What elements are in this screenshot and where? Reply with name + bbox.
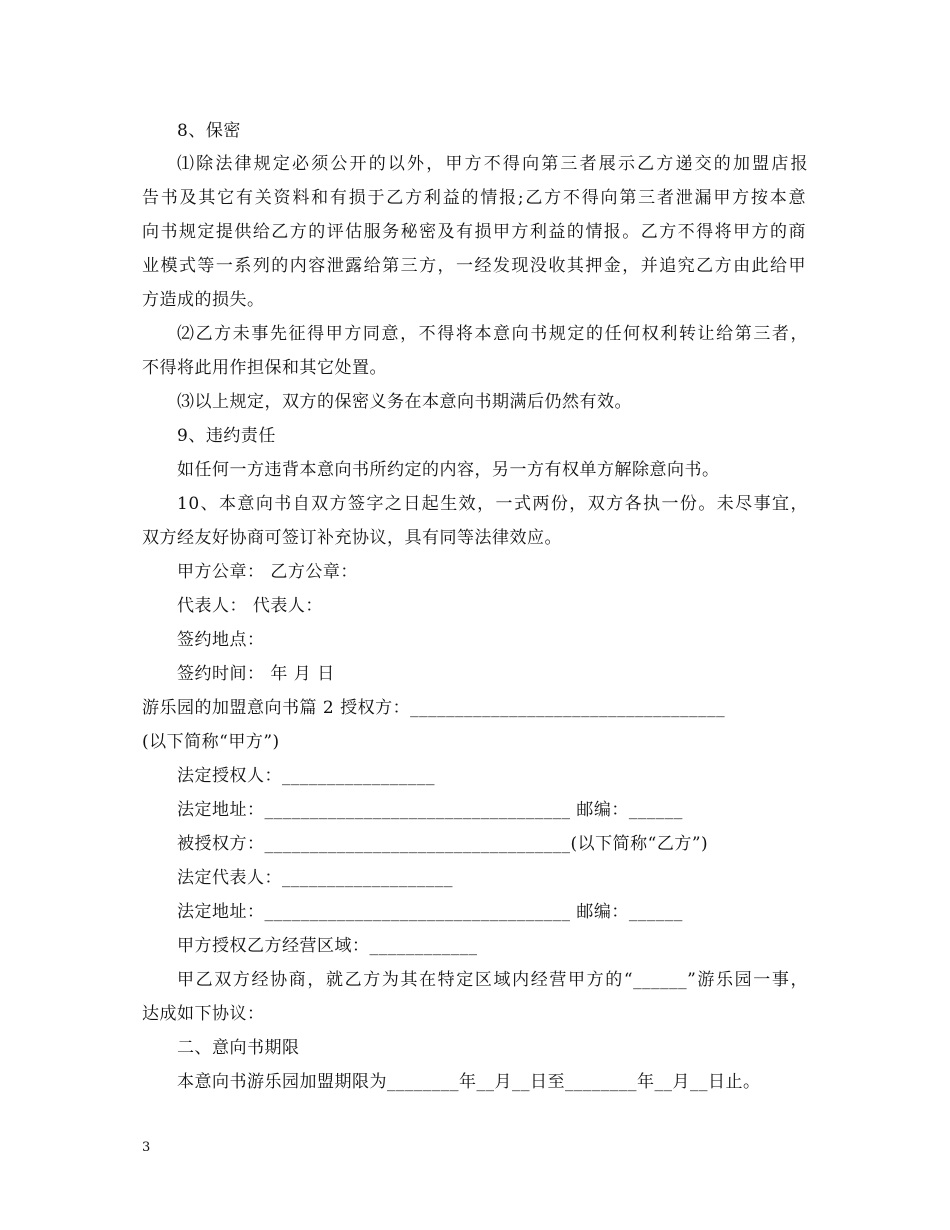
form-field-line: 甲方授权乙方经营区域：____________ [177, 936, 478, 956]
section-heading-term: 二、意向书期限 [177, 1038, 300, 1058]
form-field-line: 被授权方：__________________________________(以下简称“乙方”) [177, 834, 709, 854]
form-field-line: 法定授权人：_________________ [177, 766, 435, 786]
signing-date-line: 签约时间： 年 月 日 [177, 664, 335, 684]
paragraph-line: 告书及其它有关资料和有损于乙方利益的情报;乙方不得向第三者泄漏甲方按本意 [142, 188, 806, 208]
page-number: 3 [142, 1140, 151, 1155]
seal-line: 甲方公章： 乙方公章： [177, 562, 358, 582]
paragraph-line: ⑵乙方未事先征得甲方同意，不得将本意向书规定的任何权利转让给第三者， [177, 324, 808, 344]
representative-line: 代表人： 代表人： [177, 596, 323, 616]
paragraph-line: ⑴除法律规定必须公开的以外，甲方不得向第三者展示乙方递交的加盟店报 [177, 154, 808, 174]
form-field-line: 法定代表人：___________________ [177, 868, 453, 888]
paragraph-line: 双方经友好协商可签订补充协议，具有同等法律效应。 [142, 528, 562, 548]
paragraph-line: 业模式等一系列的内容泄露给第三方，一经发现没收其押金，并追究乙方由此给甲 [142, 256, 806, 276]
paragraph-line: (以下简称“甲方”) [142, 732, 280, 752]
paragraph-line: ⑶以上规定，双方的保密义务在本意向书期满后仍然有效。 [177, 392, 632, 412]
article-title-line: 游乐园的加盟意向书篇 2 授权方：___________________________________ [142, 698, 726, 718]
section-heading-confidentiality: 8、保密 [177, 121, 241, 141]
paragraph-line: 达成如下协议： [142, 1004, 265, 1024]
section-heading-breach: 9、违约责任 [177, 426, 276, 446]
paragraph-line: 本意向书游乐园加盟期限为________年__月__日至________年__月__日止。 [177, 1072, 761, 1092]
paragraph-line: 10、本意向书自双方签字之日起生效，一式两份，双方各执一份。未尽事宜， [177, 494, 808, 514]
form-field-line: 法定地址：__________________________________ 邮编：______ [177, 800, 683, 820]
paragraph-line: 如任何一方违背本意向书所约定的内容，另一方有权单方解除意向书。 [177, 460, 720, 480]
paragraph-line: 方造成的损失。 [142, 290, 265, 310]
paragraph-line: 向书规定提供给乙方的评估服务秘密及有损甲方利益的情报。乙方不得将甲方的商 [142, 222, 806, 242]
paragraph-line: 不得将此用作担保和其它处置。 [142, 358, 387, 378]
paragraph-line: 甲乙双方经协商，就乙方为其在特定区域内经营甲方的“______”游乐园一事， [177, 970, 808, 990]
form-field-line: 法定地址：__________________________________ 邮编：______ [177, 902, 683, 922]
signing-place-line: 签约地点： [177, 630, 265, 650]
